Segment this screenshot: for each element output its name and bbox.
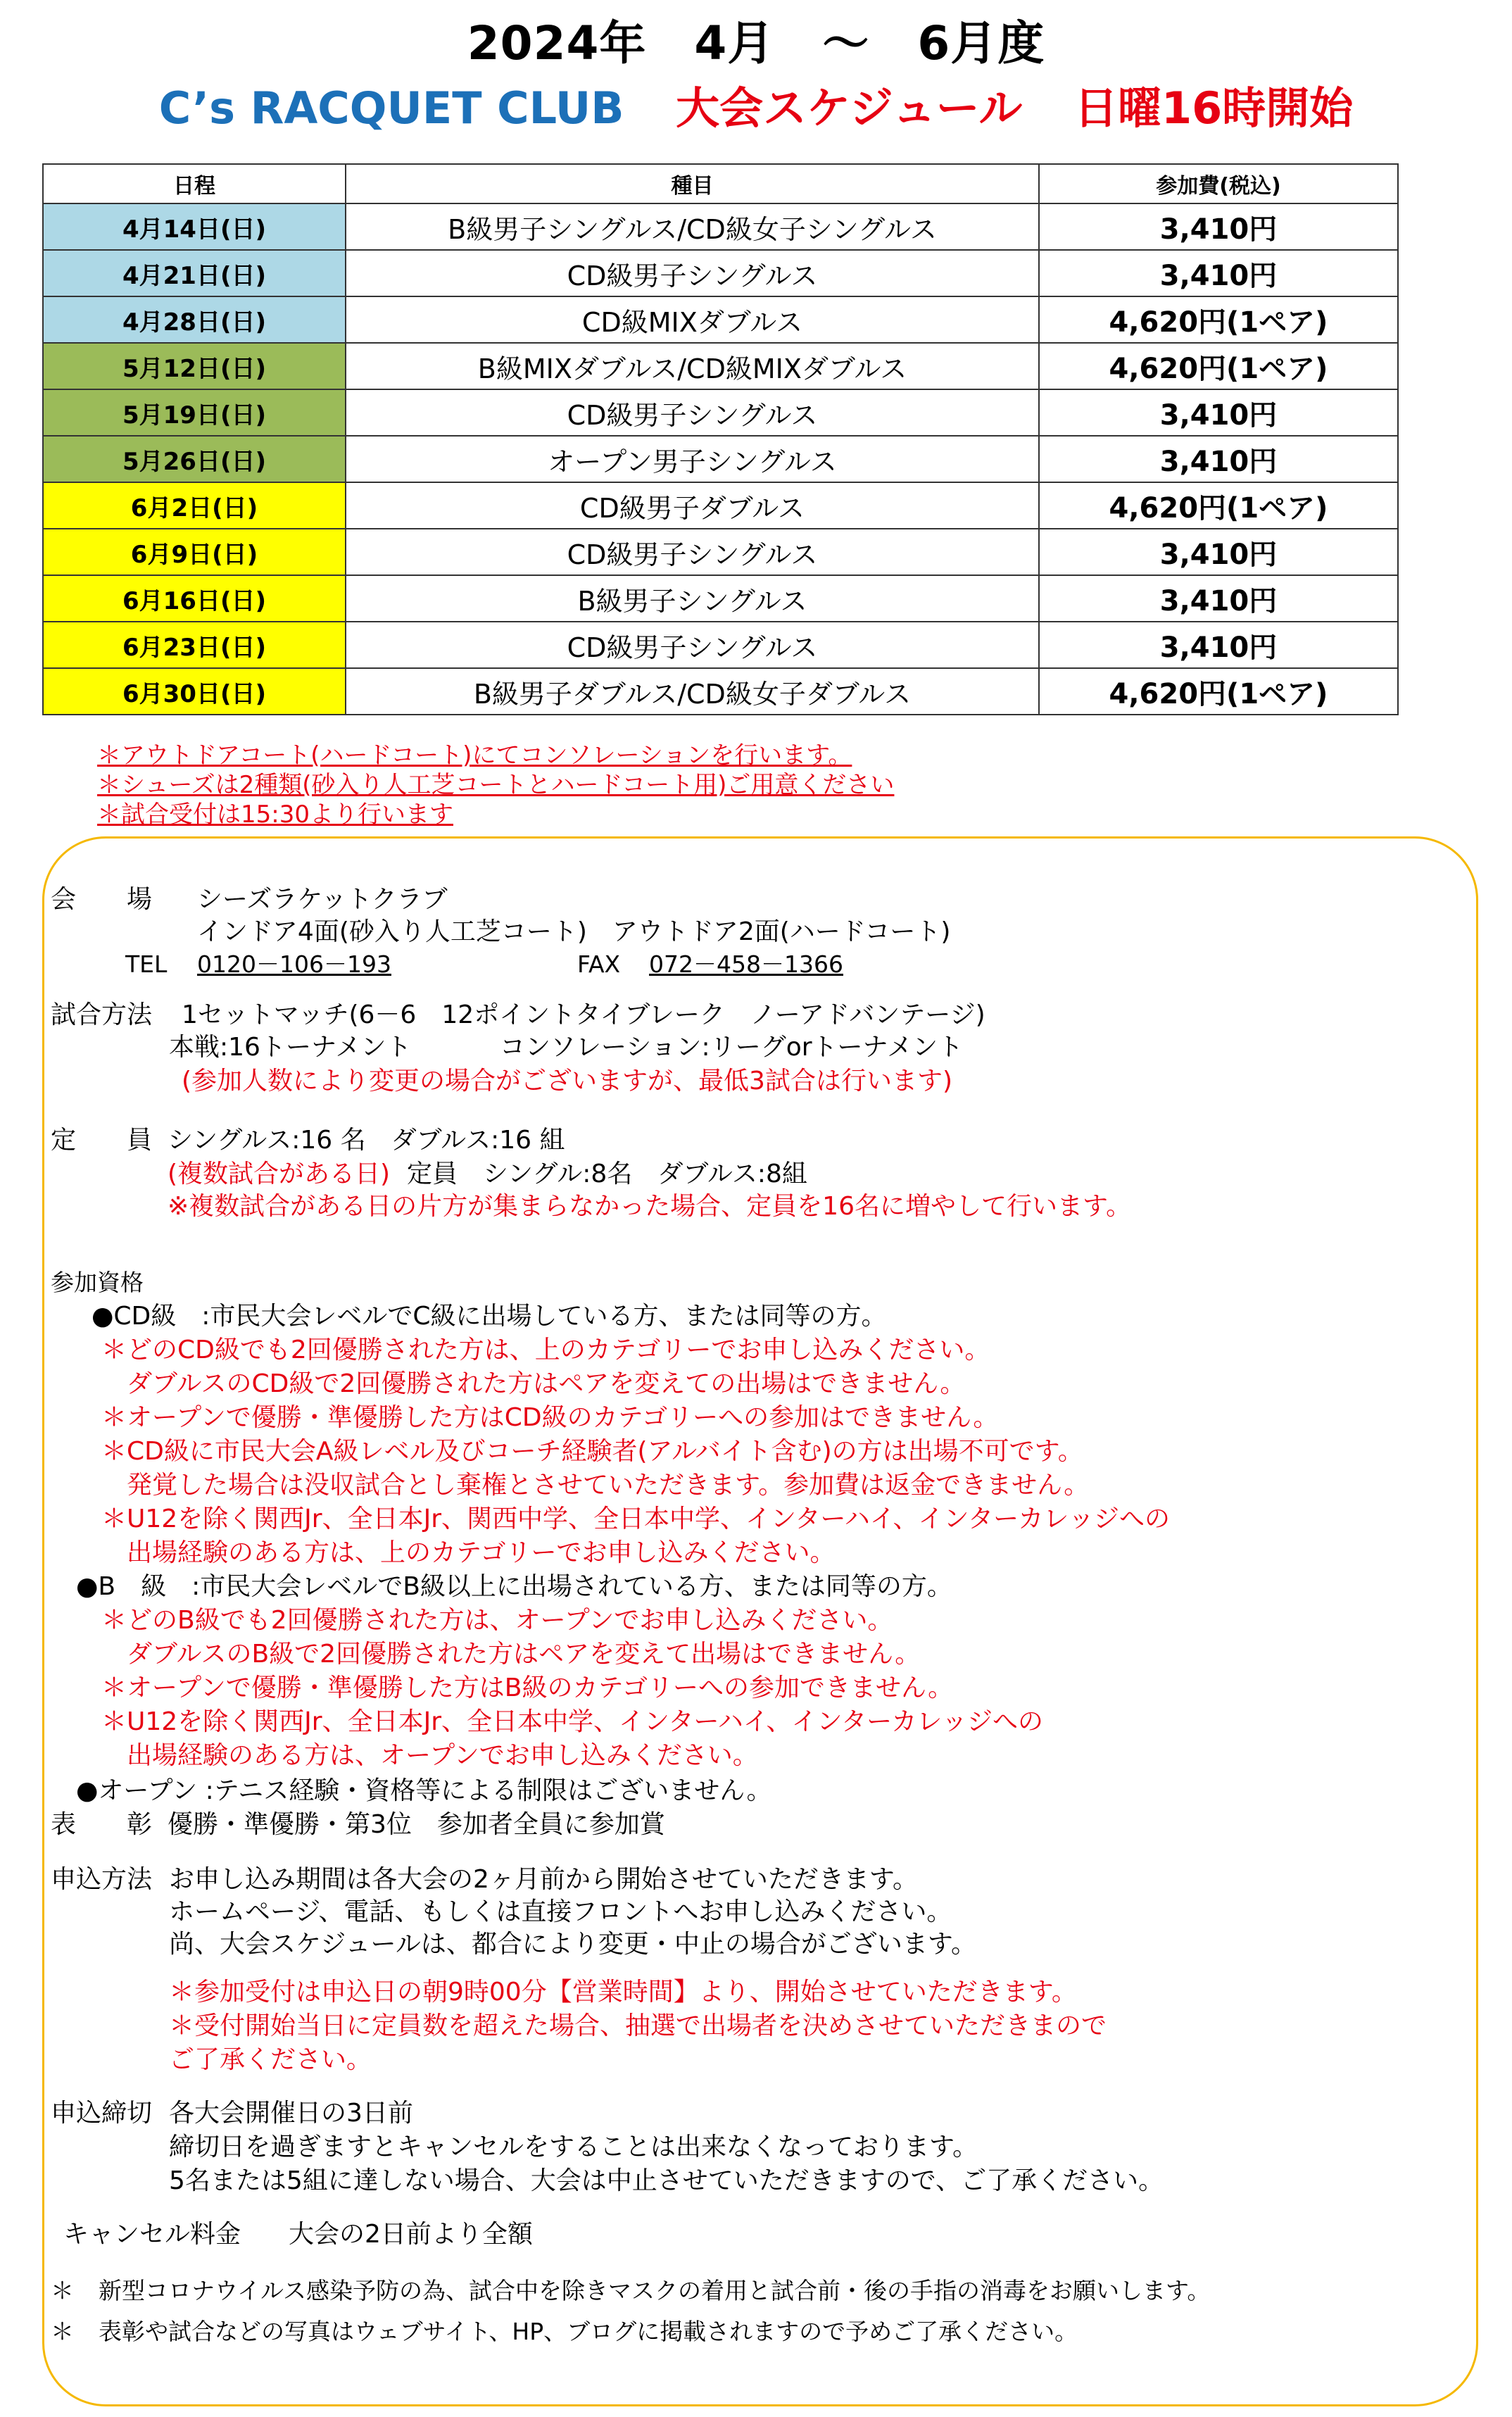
schedule-title: 大会スケジュール (676, 82, 1023, 134)
cd-note: ダブルスのCD級で2回優勝された方はペアを変えての出場はできません。 (101, 1369, 966, 1398)
method-note: (参加人数により変更の場合がございますが、最低3試合は行います) (182, 1067, 952, 1096)
apply-line: ホームページ、電話、もしくは直接フロントへお申し込みください。 (169, 1897, 952, 1926)
b-note: ダブルスのB級で2回優勝された方はペアを変えて出場はできません。 (101, 1640, 921, 1669)
row-event: CD級男子シングルス (346, 622, 1039, 668)
cd-title: ●CD級 :市民大会レベルでC級に出場している方、または同等の方。 (92, 1302, 887, 1331)
table-row (43, 203, 1398, 250)
row-date: 5月19日(日) (43, 389, 346, 436)
row-event: CD級男子ダブルス (346, 482, 1039, 529)
cd-note: ＊どのCD級でも2回優勝された方は、上のカテゴリーでお申し込みください。 (101, 1336, 990, 1364)
cd-note: 出場経験のある方は、上のカテゴリーでお申し込みください。 (101, 1538, 836, 1567)
note-line: ＊シューズは2種類(砂入り人工芝コートとハードコート用)ご用意ください (97, 771, 895, 799)
b-note: ＊U12を除く関西Jr、全日本Jr、全日本中学、インターハイ、インターカレッジへの (101, 1707, 1043, 1736)
award-text: 優勝・準優勝・第3位 参加者全員に参加賞 (168, 1810, 665, 1839)
row-fee: 3,410円 (1039, 436, 1398, 482)
table-row (43, 575, 1398, 622)
note-line: ＊アウトドアコート(ハードコート)にてコンソレーションを行います。 (97, 741, 852, 770)
table-row (43, 296, 1398, 343)
footer-mark: ＊ (51, 2277, 74, 2304)
deadline-label: 申込締切 (51, 2099, 153, 2128)
award-label: 表 彰 (51, 1810, 153, 1839)
table-row (43, 250, 1398, 296)
row-date: 5月26日(日) (43, 436, 346, 482)
row-event: オープン男子シングルス (346, 436, 1039, 482)
cd-note: ＊CD級に市民大会A級レベル及びコーチ経験者(アルバイト含む)の方は出場不可です。 (101, 1437, 1083, 1466)
capacity-label: 定 員 (51, 1126, 153, 1155)
row-date: 4月28日(日) (43, 296, 346, 343)
page-subtitle (0, 73, 1512, 136)
row-fee: 3,410円 (1039, 575, 1398, 622)
venue-courts: インドア4面(砂入り人工芝コート) アウトドア2面(ハードコート) (197, 917, 951, 946)
capacity-line2: 定員 シングル:8名 ダブルス:8組 (407, 1160, 807, 1188)
cancel-text: 大会の2日前より全額 (289, 2220, 533, 2249)
capacity-note: ※複数試合がある日の片方が集まらなかった場合、定員を16名に増やして行います。 (168, 1192, 1132, 1221)
apply-line: 尚、大会スケジュールは、都合により変更・中止の場合がございます。 (169, 1930, 976, 1959)
row-date: 6月9日(日) (43, 529, 346, 575)
row-date: 4月21日(日) (43, 250, 346, 296)
capacity-multi: (複数試合がある日) (168, 1160, 391, 1188)
fax-label: FAX (577, 950, 621, 978)
table-row (43, 389, 1398, 436)
header-event: 種目 (346, 164, 1039, 203)
row-fee: 4,620円(1ペア) (1039, 668, 1398, 715)
row-fee: 3,410円 (1039, 389, 1398, 436)
row-fee: 3,410円 (1039, 622, 1398, 668)
footer-text: 新型コロナウイルス感染予防の為、試合中を除きマスクの着用と試合前・後の手指の消毒をお願いします。 (99, 2277, 1211, 2304)
start-time: 日曜16時開始 (1073, 82, 1354, 134)
apply-red-line: ＊参加受付は申込日の朝9時00分【営業時間】より、開始させていただきます。 (169, 1978, 1077, 2007)
b-note: 出場経験のある方は、オープンでお申し込みください。 (101, 1741, 758, 1770)
header-fee: 参加費(税込) (1039, 164, 1398, 203)
row-fee: 3,410円 (1039, 250, 1398, 296)
table-notes (97, 741, 894, 829)
venue-label: 会 場 (51, 885, 153, 914)
row-fee: 4,620円(1ペア) (1039, 343, 1398, 389)
cd-note: ＊U12を除く関西Jr、全日本Jr、関西中学、全日本中学、インターハイ、インターカレッジへの (101, 1505, 1170, 1533)
method-label: 試合方法 (51, 1000, 153, 1029)
venue-name: シーズラケットクラブ (197, 885, 448, 914)
row-date: 4月14日(日) (43, 203, 346, 250)
method-main: 本戦:16トーナメント (169, 1033, 412, 1062)
apply-red-line: ＊受付開始当日に定員数を超えた場合、抽選で出場者を決めさせていただきまので (169, 2011, 1107, 2040)
title-tilde: ～ (822, 16, 870, 70)
table-header-row (43, 164, 1398, 203)
open-title: ●オープン :テニス経験・資格等による制限はございません。 (76, 1776, 772, 1805)
row-event: B級男子シングルス (346, 575, 1039, 622)
deadline-line: 各大会開催日の3日前 (169, 2099, 413, 2128)
apply-label: 申込方法 (51, 1865, 153, 1894)
row-date: 6月30日(日) (43, 668, 346, 715)
row-fee: 3,410円 (1039, 529, 1398, 575)
row-event: CD級男子シングルス (346, 389, 1039, 436)
deadline-line: 締切日を過ぎますとキャンセルをすることは出来なくなっております。 (169, 2133, 978, 2161)
apply-line: お申し込み期間は各大会の2ヶ月前から開始させていただきます。 (169, 1865, 919, 1894)
b-note: ＊どのB級でも2回優勝された方は、オープンでお申し込みください。 (101, 1606, 893, 1635)
title-to-month: 6月度 (917, 16, 1045, 70)
row-date: 5月12日(日) (43, 343, 346, 389)
row-event: B級MIXダブルス/CD級MIXダブルス (346, 343, 1039, 389)
capacity-line1: シングルス:16 名 ダブルス:16 組 (168, 1126, 565, 1155)
footer-mark: ＊ (51, 2318, 74, 2345)
tel-label: TEL (125, 950, 168, 978)
row-event: CD級男子シングルス (346, 250, 1039, 296)
eligibility-label: 参加資格 (51, 1269, 144, 1296)
row-date: 6月16日(日) (43, 575, 346, 622)
header-date: 日程 (43, 164, 346, 203)
row-event: B級男子ダブルス/CD級女子ダブルス (346, 668, 1039, 715)
row-date: 6月23日(日) (43, 622, 346, 668)
row-event: CD級MIXダブルス (346, 296, 1039, 343)
b-note: ＊オープンで優勝・準優勝した方はB級のカテゴリーへの参加できません。 (101, 1674, 954, 1702)
row-fee: 3,410円 (1039, 203, 1398, 250)
fax-number: 072－458－1366 (649, 950, 843, 978)
row-fee: 4,620円(1ペア) (1039, 296, 1398, 343)
cd-note: 発覚した場合は没収試合とし棄権とさせていただきます。参加費は返金できません。 (101, 1471, 1090, 1500)
row-event: B級男子シングルス/CD級女子シングルス (346, 203, 1039, 250)
method-consolation: コンソレーション:リーグorトーナメント (500, 1033, 964, 1062)
cancel-label: キャンセル料金 (63, 2220, 241, 2249)
page-title (0, 6, 1512, 73)
tel-number: 0120－106－193 (197, 950, 391, 978)
title-year: 2024年 (467, 16, 647, 70)
apply-red-line: ご了承ください。 (169, 2045, 372, 2074)
row-date: 6月2日(日) (43, 482, 346, 529)
deadline-line: 5名または5組に達しない場合、大会は中止させていただきますので、ご了承ください。 (169, 2166, 1164, 2195)
table-row (43, 343, 1398, 389)
club-name: C’s RACQUET CLUB (158, 82, 624, 134)
title-from-month: 4月 (694, 16, 775, 70)
method-line1: 1セットマッチ(6－6 12ポイントタイブレーク ノーアドバンテージ) (182, 1000, 985, 1029)
row-event: CD級男子シングルス (346, 529, 1039, 575)
footer-text: 表彰や試合などの写真はウェブサイト、HP、ブログに掲載されますので予めご了承ください。 (99, 2318, 1078, 2345)
note-line: ＊試合受付は15:30より行います (97, 801, 453, 829)
table-row (43, 668, 1398, 715)
row-fee: 4,620円(1ペア) (1039, 482, 1398, 529)
table-row (43, 529, 1398, 575)
schedule-table (42, 163, 1399, 715)
b-title: ●B 級 :市民大会レベルでB級以上に出場されている方、または同等の方。 (76, 1572, 952, 1601)
table-row (43, 622, 1398, 668)
table-row (43, 482, 1398, 529)
cd-note: ＊オープンで優勝・準優勝した方はCD級のカテゴリーへの参加はできません。 (101, 1403, 999, 1432)
table-row (43, 436, 1398, 482)
